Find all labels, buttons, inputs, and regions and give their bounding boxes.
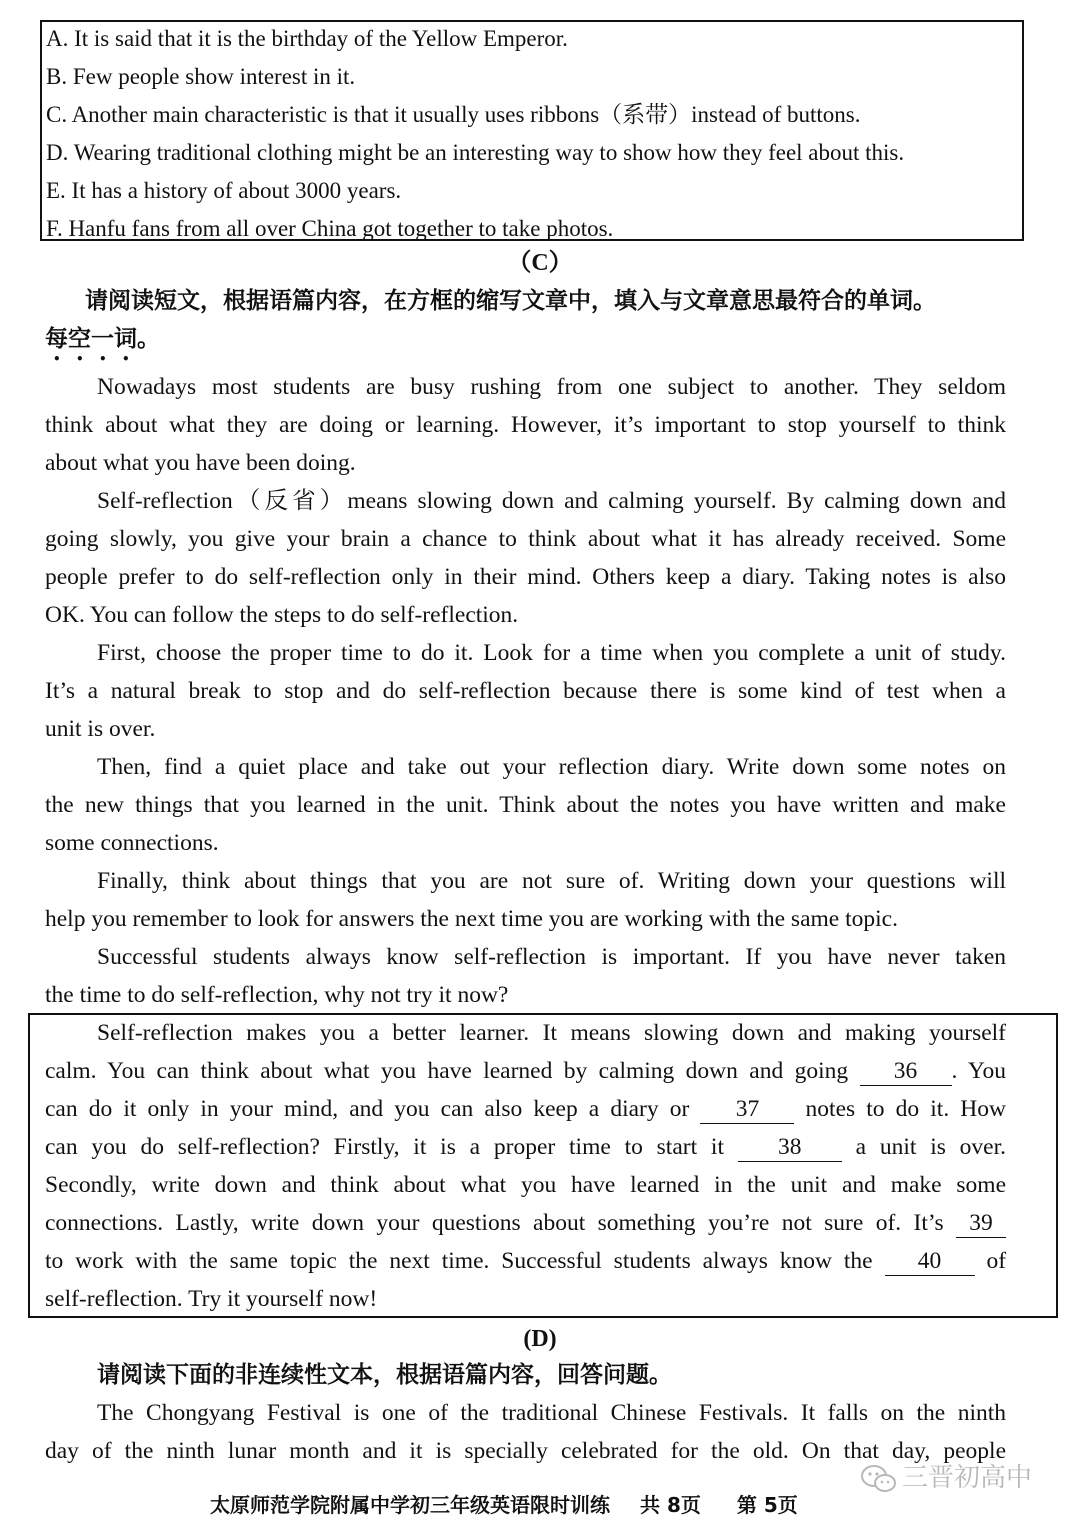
summary-line: to work with the same topic the next time. Successful students always know the 40 of: [45, 1248, 1007, 1274]
passage-line: think about what they are doing or learning. However, it’s important to stop yourself to think: [45, 412, 1006, 438]
footer-total-pages: 共 8页: [640, 1493, 701, 1517]
blank-36[interactable]: 36: [860, 1057, 952, 1086]
blank-39[interactable]: 39: [956, 1209, 1006, 1238]
summary-line: calm. You can think about what you have learned by calming down and going 36 . You: [45, 1058, 1006, 1084]
summary-line: connections. Lastly, write down your questions about something you’re not sure of. It’s 39: [45, 1204, 1006, 1242]
passage-line: The Chongyang Festival is one of the traditional Chinese Festivals. It falls on the ninth: [97, 1400, 1006, 1426]
passage-line: some connections.: [45, 830, 219, 856]
summary-line: can do it only in your mind, and you can also keep a diary or 37 notes to do it. How: [45, 1096, 1006, 1122]
passage-line: help you remember to look for answers the next time you are working with the same topic.: [45, 906, 898, 932]
option-c: C. Another main characteristic is that it usually uses ribbons（系带）instead of buttons.: [46, 102, 861, 127]
passage-line: First, choose the proper time to do it. Look for a time when you complete a unit of study.: [97, 640, 1006, 666]
passage-line: Finally, think about things that you are not sure of. Writing down your questions will: [97, 868, 1006, 894]
section-c-instruction: 请阅读短文，根据语篇内容，在方框的缩写文章中，填入与文章意思最符合的单词。: [85, 288, 936, 314]
wechat-icon: [860, 1463, 898, 1495]
footer-school: 太原师范学院附属中学初三年级英语限时训练: [210, 1493, 610, 1517]
passage-line: people prefer to do self-reflection only in their mind. Others keep a diary. Taking notes is also: [45, 564, 1006, 590]
watermark-text: 三晋初高中: [902, 1463, 1033, 1493]
blank-37[interactable]: 37: [700, 1095, 794, 1124]
section-c-title: （C）: [507, 250, 573, 276]
option-f: F. Hanfu fans from all over China got together to take photos.: [46, 216, 614, 241]
passage-line: It’s a natural break to stop and do self-reflection because there is some kind of test when a: [45, 678, 1006, 704]
passage-line: Then, find a quiet place and take out your reflection diary. Write down some notes on: [97, 754, 1006, 780]
passage-line: the time to do self-reflection, why not try it now?: [45, 982, 509, 1008]
summary-line: can you do self-reflection? Firstly, it is a proper time to start it 38 a unit is over.: [45, 1134, 1007, 1160]
options-box: [40, 20, 1024, 241]
passage-line: going slowly, you give your brain a chance to think about what it has already received. Some: [45, 526, 1006, 552]
emphasized-text: 每空一词: [45, 326, 137, 352]
passage-line: day of the ninth lunar month and it is specially celebrated for the old. On that day, people: [45, 1438, 1006, 1464]
passage-line: the new things that you learned in the unit. Think about the notes you have written and make: [45, 792, 1006, 818]
option-e: E. It has a history of about 3000 years.: [46, 178, 402, 203]
blank-38[interactable]: 38: [738, 1133, 842, 1162]
passage-line: Self-reflection（反省）means slowing down and calming yourself. By calming down and: [97, 488, 1006, 514]
option-a: A. It is said that it is the birthday of the Yellow Emperor.: [46, 26, 568, 51]
footer: [210, 1490, 850, 1520]
summary-line: Secondly, write down and think about what you have learned in the unit and make some: [45, 1172, 1006, 1198]
passage-line: Successful students always know self-reflection is important. If you have never taken: [97, 944, 1006, 970]
summary-line: Self-reflection makes you a better learner. It means slowing down and making yourself: [97, 1020, 1006, 1046]
passage-line: OK. You can follow the steps to do self-reflection.: [45, 602, 519, 628]
section-d-title: (D): [523, 1326, 557, 1352]
footer-page-number: 第 5页: [736, 1493, 798, 1517]
option-d: D. Wearing traditional clothing might be an interesting way to show how they feel about this.: [46, 140, 905, 165]
passage-line: Nowadays most students are busy rushing from one subject to another. They seldom: [97, 374, 1006, 400]
watermark: [860, 1460, 1032, 1496]
blank-40[interactable]: 40: [885, 1247, 975, 1276]
instruction-period: 。: [137, 326, 160, 352]
summary-line: self-reflection. Try it yourself now!: [45, 1286, 378, 1312]
passage-line: about what you have been doing.: [45, 450, 356, 476]
section-d-instruction: 请阅读下面的非连续性文本，根据语篇内容，回答问题。: [97, 1362, 672, 1388]
section-c-instruction-2: [45, 320, 160, 366]
passage-line: unit is over.: [45, 716, 156, 742]
option-b: B. Few people show interest in it.: [46, 64, 356, 89]
